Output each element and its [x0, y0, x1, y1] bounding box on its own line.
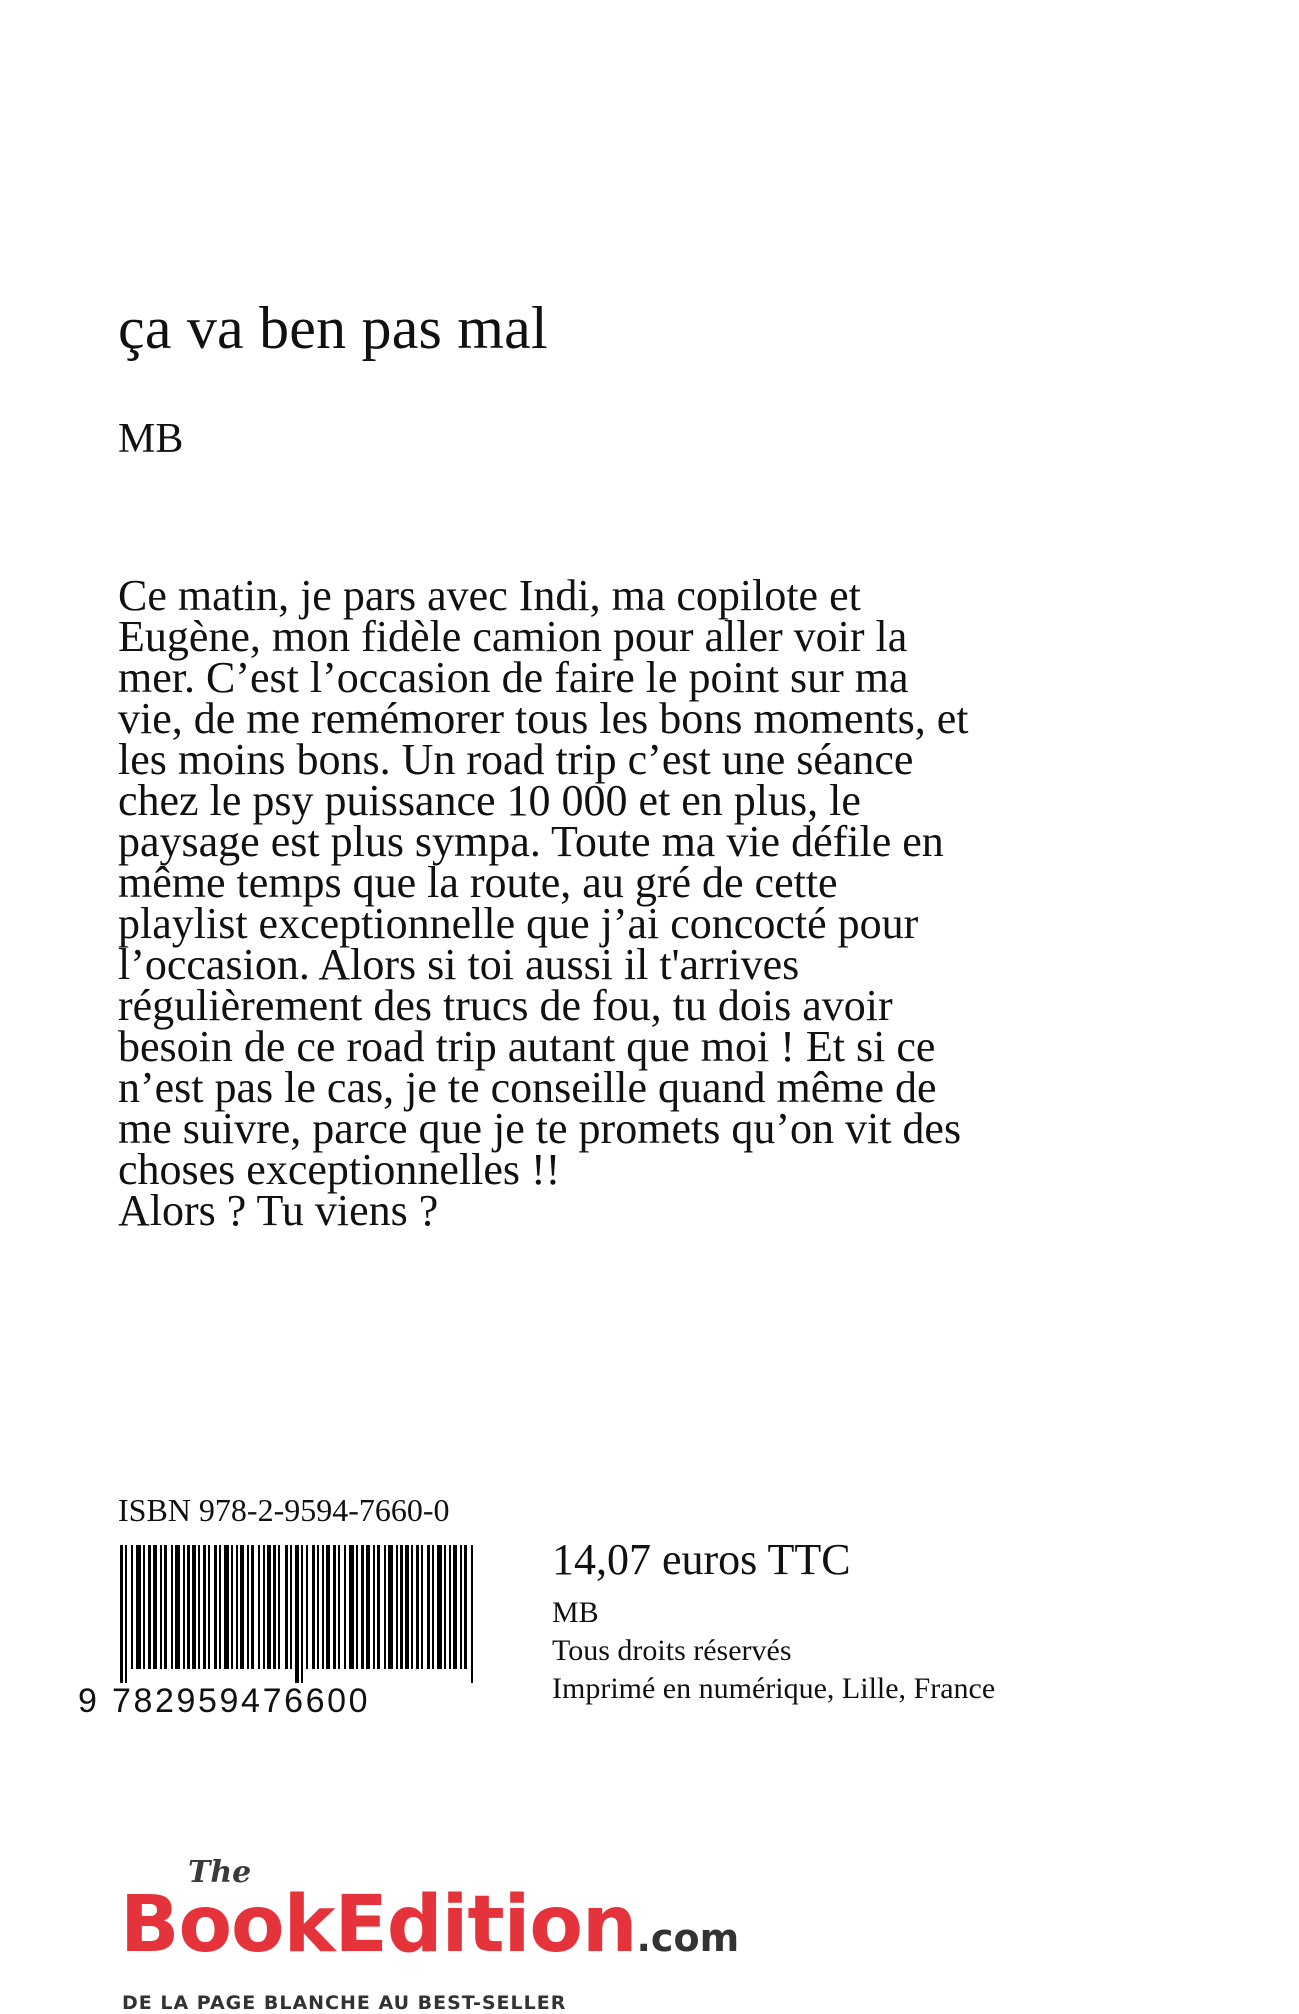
barcode-bar [366, 1545, 370, 1669]
barcode-bar [361, 1545, 364, 1669]
barcode-bar [251, 1545, 254, 1669]
barcode-bar [208, 1545, 210, 1669]
barcode-bar [306, 1545, 308, 1669]
blurb-paragraph: Ce matin, je pars avec Indi, ma copilote et Eugène, mon fidèle camion pour aller voir la mer. C’est l’occasion de faire le point sur ma vie, de me remémorer tous les bons moments, et les moins bons. Un road trip c’est une séance chez le psy puissance 10 000 et en plus, le paysage est plus sympa. Toute ma vie défile en même temps que la route, au gré de cette playlist exceptionnelle que j’ai concocté pour l’occasion. Alors si toi aussi il t'arrives régulièrement des trucs de fou, tu dois avoir besoin de ce road trip autant que moi ! Et si ce n’est pas le cas, je te conseille quand même de me suivre, parce que je te promets qu’on vit des choses exceptionnelles !! [118, 571, 969, 1194]
barcode-bar [290, 1545, 292, 1669]
barcode-bar [460, 1545, 462, 1669]
blurb-closing-line: Alors ? Tu viens ? [118, 1186, 439, 1235]
logo-name: BookEdition [120, 1880, 637, 1970]
barcode-bar [247, 1545, 249, 1669]
barcode-bar [333, 1545, 336, 1669]
barcode-bar [240, 1545, 244, 1669]
barcode-bar [453, 1545, 457, 1669]
price: 14,07 euros TTC [552, 1535, 851, 1584]
barcode-bar [131, 1545, 133, 1669]
barcode-bar [198, 1545, 200, 1669]
barcode-bar [175, 1545, 180, 1669]
barcode-bar [338, 1545, 340, 1669]
barcode-bar [471, 1545, 473, 1683]
barcode-bar [396, 1545, 398, 1669]
barcode-bar [301, 1545, 303, 1683]
barcode-bar [416, 1545, 419, 1669]
book-blurb [118, 571, 978, 1235]
barcode-bar [267, 1545, 271, 1669]
barcode-digit-string: 782959476600 [112, 1682, 371, 1720]
barcode-bar [171, 1545, 173, 1669]
barcode-bar [444, 1545, 446, 1669]
barcode-bar [344, 1545, 346, 1669]
barcode-first-digit: 9 [78, 1682, 97, 1720]
barcode-bar [120, 1545, 123, 1683]
barcode-bar [427, 1545, 430, 1669]
barcode-bar [160, 1545, 162, 1669]
barcode-bar [263, 1545, 265, 1669]
isbn-barcode [120, 1545, 480, 1683]
barcode-bar [192, 1545, 196, 1669]
barcode-bar [356, 1545, 358, 1669]
barcode-bar [136, 1545, 141, 1669]
barcode-bar [273, 1545, 276, 1669]
barcode-bar [437, 1545, 442, 1669]
barcode-bar [285, 1545, 288, 1669]
barcode-bar [405, 1545, 409, 1669]
isbn-label: ISBN 978-2-9594-7660-0 [118, 1492, 450, 1528]
barcode-bar [400, 1545, 403, 1669]
barcode-bar [278, 1545, 280, 1669]
barcode-bar [203, 1545, 206, 1669]
barcode-bar [373, 1545, 375, 1669]
barcode-bar [164, 1545, 167, 1669]
barcode-bar [449, 1545, 451, 1669]
barcode-bar [295, 1545, 299, 1683]
barcode-bar [322, 1545, 324, 1669]
logo-wordmark [120, 1880, 740, 1970]
imprint-author: MB [552, 1596, 599, 1629]
barcode-bar [349, 1545, 354, 1669]
barcode-bar [317, 1545, 319, 1669]
barcode-bar [224, 1545, 229, 1669]
barcode-bar [183, 1545, 185, 1669]
barcode-bar [464, 1545, 467, 1669]
barcode-bar [432, 1545, 434, 1669]
logo-the: The [188, 1855, 252, 1890]
barcode-bar [214, 1545, 217, 1669]
barcode-bar [326, 1545, 330, 1669]
barcode-bar [143, 1545, 145, 1669]
barcode-bar [411, 1545, 413, 1669]
barcode-bar [236, 1545, 238, 1669]
barcode-bar [377, 1545, 380, 1669]
barcode-bar [148, 1545, 151, 1669]
book-title: ça va ben pas mal [118, 295, 548, 361]
barcode-bar [187, 1545, 190, 1669]
barcode-bar [219, 1545, 221, 1669]
imprint-rights: Tous droits réservés [552, 1634, 792, 1667]
barcode-bar [258, 1545, 260, 1669]
barcode-bar [312, 1545, 315, 1669]
barcode-bar [388, 1545, 393, 1669]
barcode-bar [125, 1545, 127, 1683]
logo-tagline: DE LA PAGE BLANCHE AU BEST-SELLER [122, 1992, 567, 2014]
barcode-bar [153, 1545, 157, 1669]
book-author: MB [118, 416, 184, 462]
imprint-printed: Imprimé en numérique, Lille, France [552, 1672, 996, 1705]
imprint-block [552, 1594, 995, 1708]
logo-suffix: .com [636, 1916, 740, 1960]
barcode-bar [421, 1545, 423, 1669]
barcode-bar [231, 1545, 233, 1669]
barcode-bar [384, 1545, 386, 1669]
